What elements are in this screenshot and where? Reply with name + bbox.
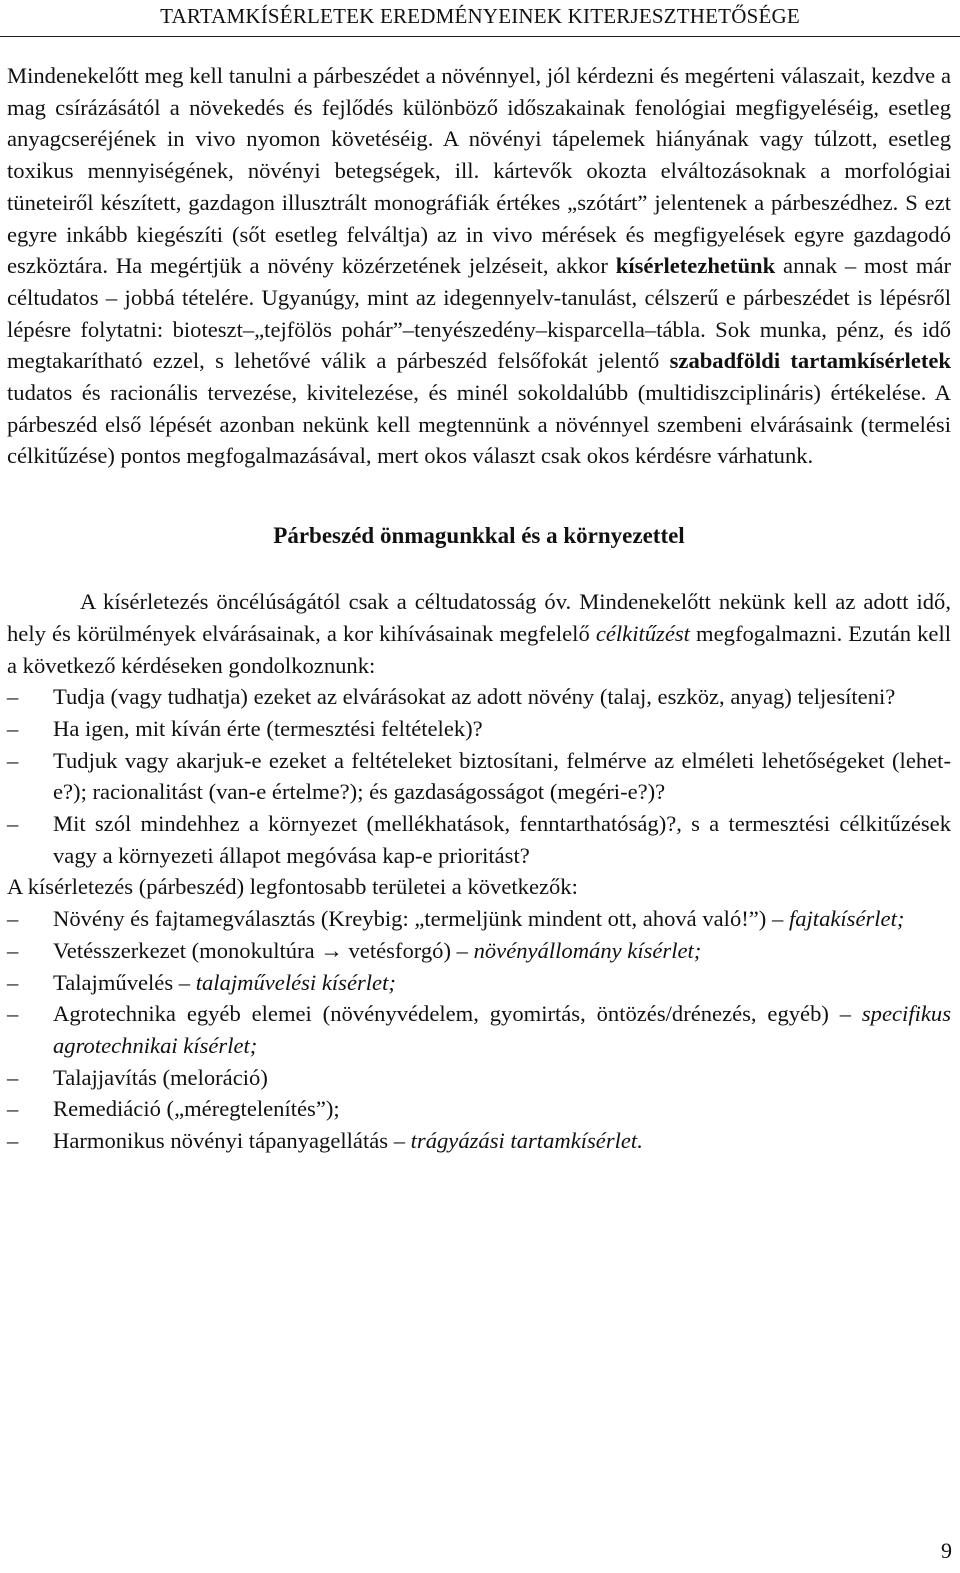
list-item [7,1093,951,1125]
section-paragraph [7,586,951,681]
page-number: 9 [941,1538,952,1563]
running-title: TARTAMKÍSÉRLETEK EREDMÉNYEINEK KITERJESZTHETŐSÉGE [160,4,800,28]
list-item [7,903,951,935]
list-item-text: Vetésszerkezet (monokultúra → vetésforgó) – [53,937,474,963]
list-item [7,681,951,713]
page-body [7,60,951,1157]
dash-bullet: – [7,747,19,773]
areas-list [7,903,951,1157]
list-item-text: Növény és fajtamegválasztás (Kreybig: „termeljünk mindent ott, ahová való!”) – [53,906,789,932]
section-heading: Párbeszéd önmagunkkal és a környezettel [273,523,685,549]
dash-bullet: – [7,811,19,837]
text-run: A kísérletezés öncélúságától csak a céltudatosság óv. Mindenekelőtt nekünk kell az adott idő, hely és körülmények elvárásainak, a kor kihívásainak megfelelő [7,589,951,646]
list-item [7,713,951,745]
list-item-text: Tudja (vagy tudhatja) ezeket az elvárásokat az adott növény (talaj, eszköz, anyag) teljesíteni? [53,684,896,710]
dash-bullet: – [7,906,19,932]
experiment-type: fajtakísérlet; [788,906,905,932]
list-item-text: Ha igen, mit kíván érte (termesztési feltételek)? [53,715,483,741]
running-header [0,0,960,37]
experiment-type: trágyázási tartamkísérlet. [410,1128,643,1154]
list-item [7,967,951,999]
list-item-text: Talajjavítás (meloráció) [53,1064,268,1090]
experiment-type: specifikus agrotechnikai kísérlet; [53,1001,951,1058]
text-run: megfogalmazni. Ezután kell a következő kérdéseken gondolkoznunk: [7,620,951,678]
list-item [7,1125,951,1157]
list-item-text: Agrotechnika egyéb elemei (növényvédelem, gyomirtás, öntözés/drénezés, egyéb) – [53,1001,862,1027]
areas-intro: A kísérletezés (párbeszéd) legfontosabb területei a következők: [7,874,578,900]
italic-term: célkitűzést [595,620,690,646]
bold-term: kísérletezhetünk [615,253,776,279]
dash-bullet: – [7,715,19,741]
list-item-text: Harmonikus növényi tápanyagellátás – [53,1128,411,1154]
list-item-text: Tudjuk vagy akarjuk-e ezeket a feltételeket biztosítani, felmérve az elméleti lehetőségeket (lehet-e?); racionalitást (van-e értelme?); és gazdaságosságot (megéri-e?)? [53,747,951,805]
experiment-type: növényállomány kísérlet; [473,937,702,963]
list-item [7,808,951,871]
text-run: annak – most már céltudatos – jobbá tételére. Ugyanúgy, mint az idegennyelv-tanulást, célszerű e párbeszédet is lépésről lépésre folytatni: bioteszt–„tejfölös pohár”–tenyészedény–kisparcella–tábla. Sok munka, pénz, és idő megtakarítható ezzel, s lehetővé válik a párbeszéd felsőfokát jelentő [7,253,951,374]
dash-bullet: – [7,937,19,963]
question-list [7,681,951,871]
list-item [7,745,951,808]
list-item [7,1062,951,1094]
dash-bullet: – [7,684,19,710]
list-item-text: Remediáció („méregtelenítés”); [53,1096,340,1122]
list-item [7,935,951,967]
list-item [7,998,951,1061]
dash-bullet: – [7,969,19,995]
experiment-type: talajművelési kísérlet; [195,969,396,995]
intro-paragraph [7,60,951,472]
list-item-text: Mit szól mindehhez a környezet (mellékhatások, fenntarthatóság)?, s a termesztési célkitűzések vagy a környezeti állapot megóvása kap-e prioritást? [53,811,951,868]
dash-bullet: – [7,1001,19,1027]
bold-term: szabadföldi tartamkísérletek [669,348,951,374]
dash-bullet: – [7,1064,19,1090]
dash-bullet: – [7,1096,19,1122]
dash-bullet: – [7,1128,19,1154]
list-item-text: Talajművelés – [53,969,196,995]
text-run: tudatos és racionális tervezése, kivitelezése, és minél sokoldalúbb (multidiszciplináris) értékelése. A párbeszéd első lépését azonban nekünk kell megtennünk a növénnyel szembeni elvárásaink (termelési célkitűzése) pontos megfogalmazásával, mert okos választ csak okos kérdésre várhatunk. [7,380,951,469]
text-run: Mindenekelőtt meg kell tanulni a párbeszédet a növénnyel, jól kérdezni és megérteni válaszait, kezdve a mag csírázásától a növekedés és fejlődés különböző időszakainak fenológiai megfigyeléséig, esetleg anyagcseréjének in vivo nyomon követéséig. A növényi tápelemek hiányának vagy túlzott, esetleg toxikus mennyiségének, növényi betegségek, ill. kártevők okozta elváltozásoknak a morfológiai tüneteiről készített, gazdagon illusztrált monográfiák értékes „szótárt” jelentenek a párbeszédhez. S ezt egyre inkább kiegészíti (sőt esetleg felváltja) az in vivo mérések és megfigyelések egyre gazdagodó eszköztára. Ha megértjük a növény közérzetének jelzéseit, akkor [7,63,951,279]
